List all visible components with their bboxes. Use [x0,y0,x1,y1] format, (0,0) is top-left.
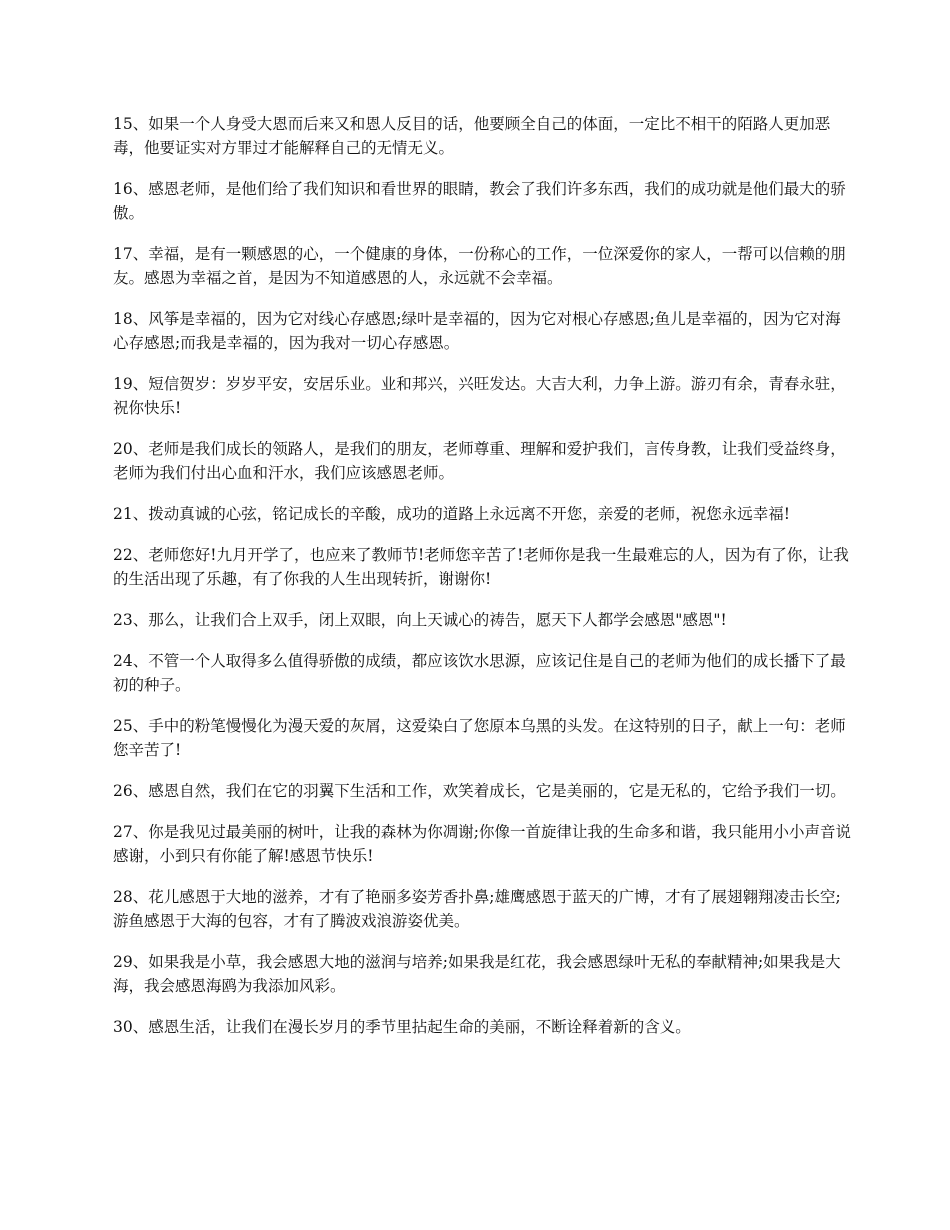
paragraph-21: 21、拨动真诚的心弦，铭记成长的辛酸，成功的道路上永远离不开您，亲爱的老师，祝您永远幸福! [113,505,790,523]
paragraph-20: 20、老师是我们成长的领路人，是我们的朋友，老师尊重、理解和爱护我们，言传身教，让我们受益终身，老师为我们付出心血和汗水，我们应该感恩老师。 [113,440,846,482]
document-body [113,112,853,1056]
paragraph-27: 27、你是我见过最美丽的树叶，让我的森林为你凋谢;你像一首旋律让我的生命多和谐，我只能用小小声音说感谢，小到只有你能了解!感恩节快乐! [113,823,851,865]
paragraph-16: 16、感恩老师，是他们给了我们知识和看世界的眼睛，教会了我们许多东西，我们的成功就是他们最大的骄傲。 [113,180,846,222]
paragraph-19: 19、短信贺岁：岁岁平安，安居乐业。业和邦兴，兴旺发达。大吉大利，力争上游。游刃有余，青春永驻，祝你快乐! [113,375,846,417]
paragraph-22: 22、老师您好!九月开学了，也应来了教师节!老师您辛苦了!老师你是我一生最难忘的人，因为有了你，让我的生活出现了乐趣，有了你我的人生出现转折，谢谢你! [113,546,849,588]
paragraph-30: 30、感恩生活，让我们在漫长岁月的季节里拈起生命的美丽，不断诠释着新的含义。 [113,1018,691,1036]
paragraph-26: 26、感恩自然，我们在它的羽翼下生活和工作，欢笑着成长，它是美丽的，它是无私的，它给予我们一切。 [113,782,846,800]
paragraph-29: 29、如果我是小草，我会感恩大地的滋润与培养;如果我是红花，我会感恩绿叶无私的奉献精神;如果我是大海，我会感恩海鸥为我添加风彩。 [113,953,841,995]
paragraph-24: 24、不管一个人取得多么值得骄傲的成绩，都应该饮水思源，应该记住是自己的老师为他们的成长播下了最初的种子。 [113,652,846,694]
paragraph-17: 17、幸福，是有一颗感恩的心，一个健康的身体，一份称心的工作，一位深爱你的家人，一帮可以信赖的朋友。感恩为幸福之首，是因为不知道感恩的人，永远就不会幸福。 [113,245,846,287]
paragraph-23: 23、那么，让我们合上双手，闭上双眼，向上天诚心的祷告，愿天下人都学会感恩"感恩"! [113,611,727,629]
paragraph-25: 25、手中的粉笔慢慢化为漫天爱的灰屑，这爱染白了您原本乌黑的头发。在这特别的日子，献上一句：老师您辛苦了! [113,717,846,759]
paragraph-18: 18、风筝是幸福的，因为它对线心存感恩;绿叶是幸福的，因为它对根心存感恩;鱼儿是幸福的，因为它对海心存感恩;而我是幸福的，因为我对一切心存感恩。 [113,310,841,352]
paragraph-15: 15、如果一个人身受大恩而后来又和恩人反目的话，他要顾全自己的体面，一定比不相干的陌路人更加恶毒，他要证实对方罪过才能解释自己的无情无义。 [113,115,831,157]
paragraph-28: 28、花儿感恩于大地的滋养，才有了艳丽多姿芳香扑鼻;雄鹰感恩于蓝天的广博，才有了展翅翱翔凌击长空;游鱼感恩于大海的包容，才有了腾波戏浪游姿优美。 [113,888,841,930]
